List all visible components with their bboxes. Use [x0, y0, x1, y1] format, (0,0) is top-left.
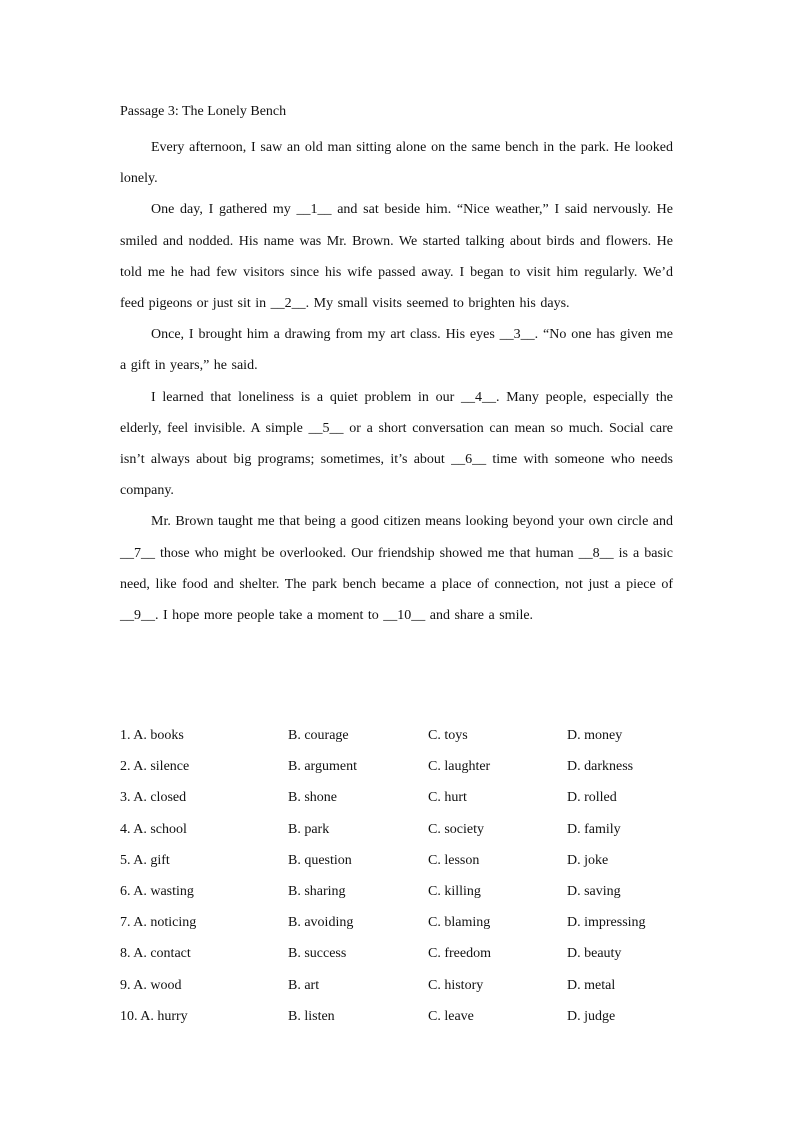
option-d: D. family — [567, 821, 621, 837]
paragraph-5: Mr. Brown taught me that being a good citizen means looking beyond your own circle and __7__ those who might be overlooked. Our friendship showed me that human __8__ is a basic need, like food and shelter. The park bench became a place of connection, not just a piece of __9__. I hope more people take a moment to __10__ and share a smile. — [120, 514, 673, 624]
option-c: C. leave — [428, 1008, 474, 1024]
question-row-8 — [120, 942, 680, 973]
question-row-3 — [120, 786, 680, 817]
option-b: B. sharing — [288, 883, 346, 899]
question-row-10 — [120, 1005, 680, 1036]
option-c: C. toys — [428, 728, 468, 743]
option-d: D. saving — [567, 883, 621, 899]
option-b: B. argument — [288, 759, 357, 775]
question-row-7 — [120, 911, 680, 942]
option-a: 4. A. school — [120, 821, 187, 837]
option-b: B. park — [288, 821, 330, 837]
option-a: 3. A. closed — [120, 790, 187, 806]
option-a: 6. A. wasting — [120, 883, 194, 899]
option-c: C. killing — [428, 883, 481, 899]
option-a: 2. A. silence — [120, 759, 190, 775]
option-b: B. courage — [288, 728, 349, 743]
option-a: 1. A. books — [120, 728, 184, 743]
option-c: C. history — [428, 977, 484, 993]
option-b: B. art — [288, 977, 320, 993]
option-b: B. success — [288, 946, 347, 962]
option-b: B. question — [288, 852, 352, 868]
question-row-1 — [120, 724, 680, 755]
option-c: C. society — [428, 821, 484, 837]
question-row-2 — [120, 755, 680, 786]
option-d: D. judge — [567, 1008, 616, 1024]
paragraph-1: Every afternoon, I saw an old man sitting alone on the same bench in the park. He looked lonely. — [120, 140, 673, 187]
option-b: B. shone — [288, 790, 337, 806]
passage — [120, 101, 673, 631]
option-d: D. metal — [567, 977, 616, 993]
paragraph-2: One day, I gathered my __1__ and sat beside him. “Nice weather,” I said nervously. He smiled and nodded. His name was Mr. Brown. We started talking about birds and flowers. He told me he had few visitors since his wife passed away. I began to visit him regularly. We’d feed pigeons or just sit in __2__. My small visits seemed to brighten his days. — [120, 202, 673, 312]
option-d: D. darkness — [567, 759, 634, 775]
paragraph-4: I learned that loneliness is a quiet problem in our __4__. Many people, especially the elderly, feel invisible. A simple __5__ or a short conversation can mean so much. Social care isn’t always about big programs; sometimes, it’s about __6__ time with someone who needs company. — [120, 389, 673, 499]
option-c: C. blaming — [428, 915, 491, 931]
question-row-5 — [120, 849, 680, 880]
option-d: D. impressing — [567, 915, 646, 931]
question-row-4 — [120, 818, 680, 849]
option-c: C. laughter — [428, 759, 491, 775]
option-b: B. listen — [288, 1008, 335, 1024]
option-c: C. freedom — [428, 946, 491, 962]
option-d: D. joke — [567, 852, 609, 868]
option-a: 9. A. wood — [120, 977, 182, 993]
answer-options — [120, 724, 680, 1036]
option-a: 5. A. gift — [120, 852, 170, 868]
passage-title: Passage 3: The Lonely Bench — [120, 104, 287, 119]
option-d: D. rolled — [567, 790, 617, 806]
option-c: C. lesson — [428, 852, 480, 868]
question-row-6 — [120, 880, 680, 911]
option-d: D. money — [567, 728, 623, 743]
option-a: 8. A. contact — [120, 946, 191, 962]
option-a: 7. A. noticing — [120, 915, 197, 931]
option-c: C. hurt — [428, 790, 467, 806]
paragraph-3: Once, I brought him a drawing from my art class. His eyes __3__. “No one has given me a gift in years,” he said. — [120, 327, 673, 374]
question-row-9 — [120, 974, 680, 1005]
option-d: D. beauty — [567, 946, 622, 962]
option-b: B. avoiding — [288, 915, 354, 931]
option-a: 10. A. hurry — [120, 1008, 188, 1024]
